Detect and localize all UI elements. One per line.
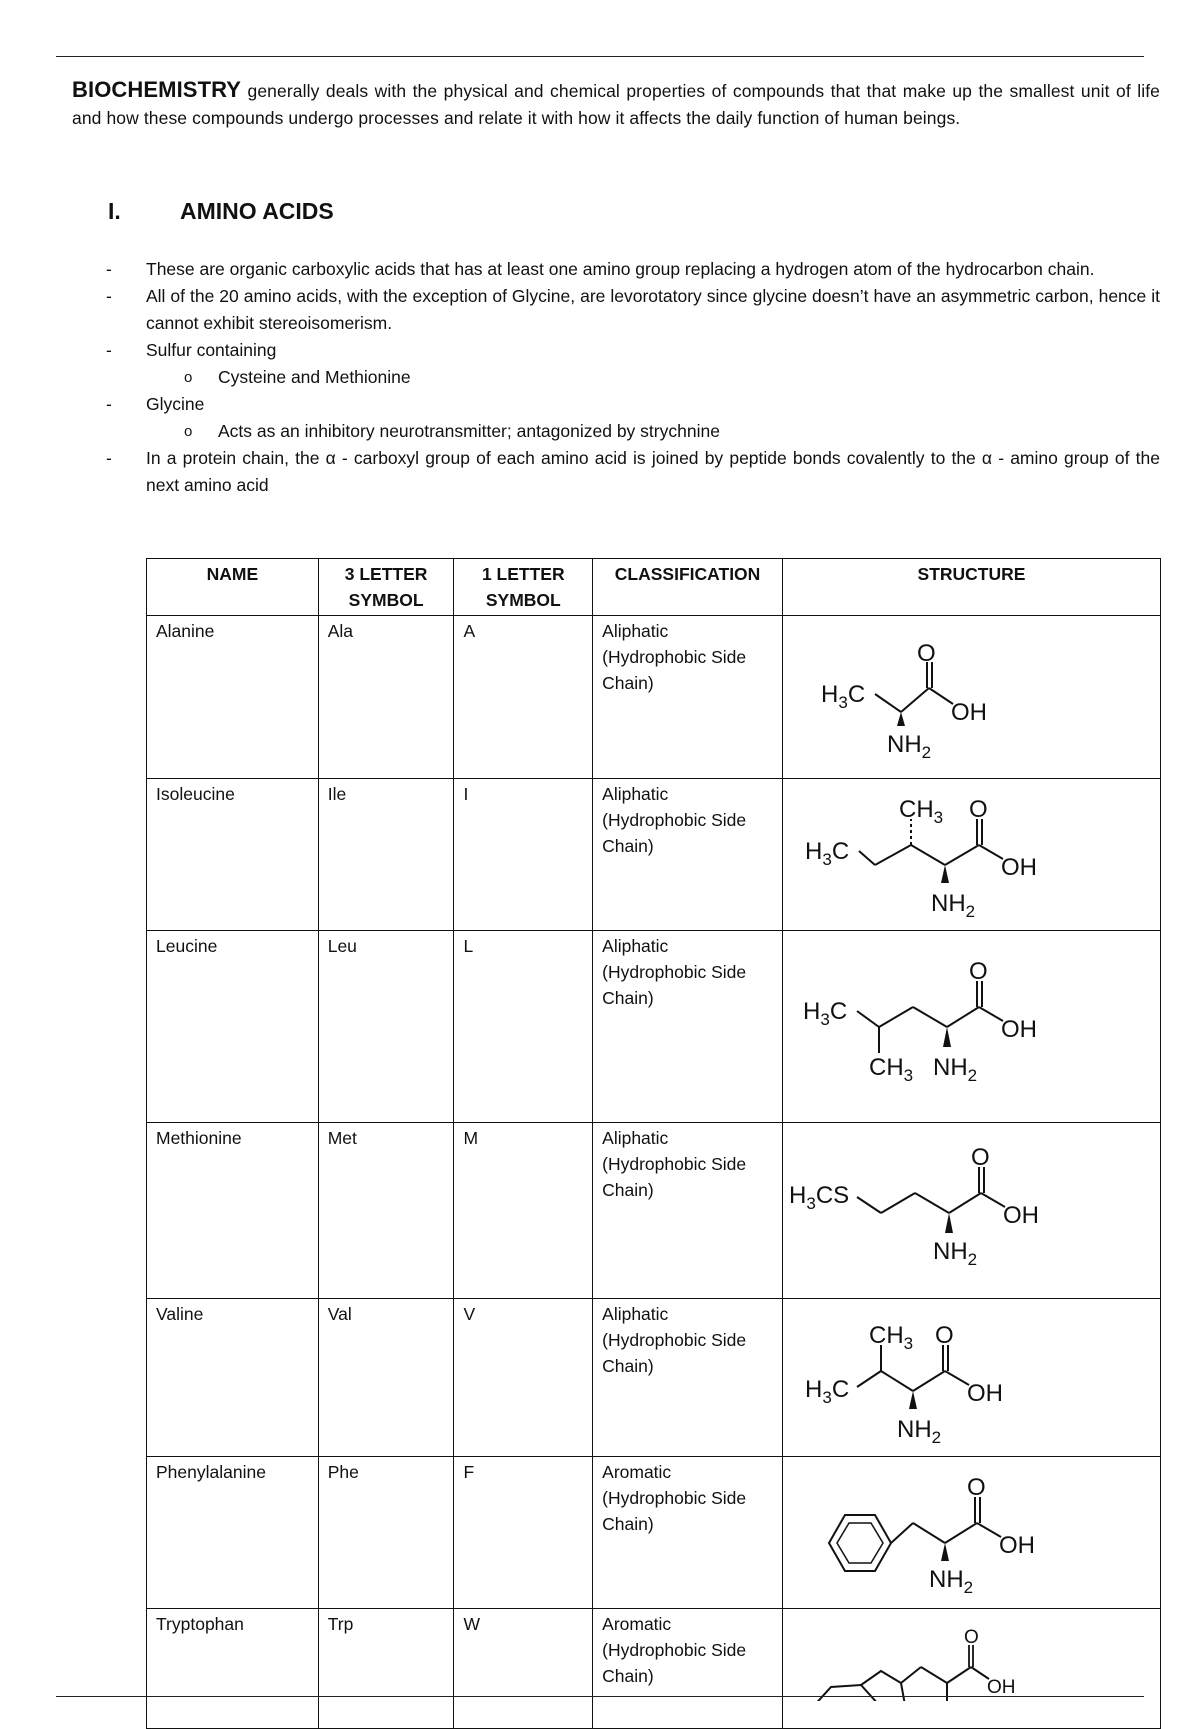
table-row	[147, 1457, 1161, 1609]
isoleucine-structure	[783, 779, 1159, 927]
svg-text:NH2: $NH_2$	[896, 1416, 942, 1447]
header-name: NAME	[147, 559, 319, 616]
cell-structure	[782, 1123, 1160, 1299]
svg-text:O: O	[966, 1474, 986, 1501]
bullet-dash: -	[106, 340, 112, 360]
cell-name: Alanine	[147, 616, 319, 779]
top-rule	[56, 56, 1144, 57]
bullet-dash: -	[106, 394, 112, 414]
svg-text:CH3: $CH_3$	[868, 1054, 914, 1085]
structure-prefix: $H_3C$	[802, 998, 848, 1029]
svg-text:OH: OH	[966, 1380, 1003, 1407]
bullet-text: All of the 20 amino acids, with the exception of Glycine, are levorotatory since glycine doesn’t have an asymmetric carbon, hence it cannot exhibit stereoisomerism.	[146, 286, 1160, 333]
bottom-rule	[56, 1696, 1144, 1697]
svg-text:OH: OH	[950, 699, 987, 726]
svg-text:NH2: $NH_2$	[886, 731, 932, 762]
methionine-structure	[783, 1123, 1159, 1295]
sub-bullet-text: Cysteine and Methionine	[218, 367, 411, 387]
cell-three-letter: Trp	[318, 1609, 454, 1729]
structure-prefix: $H_3CS$	[788, 1182, 850, 1213]
cell-three-letter: Ala	[318, 616, 454, 779]
cell-name: Phenylalanine	[147, 1457, 319, 1609]
table-header-row	[147, 559, 1161, 616]
svg-text:OH: OH	[1002, 1202, 1039, 1229]
svg-text:O: O	[916, 640, 936, 667]
cell-structure	[782, 779, 1160, 931]
table-row	[147, 1299, 1161, 1457]
intro-paragraph	[72, 76, 1160, 132]
svg-text:O: O	[968, 796, 988, 823]
sub-bullet-item	[100, 418, 1160, 445]
bullet-dash: -	[106, 448, 112, 468]
cell-classification: Aliphatic (Hydrophobic Side Chain)	[593, 779, 783, 931]
bullet-text: Sulfur containing	[146, 340, 277, 360]
cell-classification: Aromatic (Hydrophobic Side Chain)	[593, 1609, 783, 1729]
svg-text:NH2: $NH_2$	[930, 890, 976, 921]
cell-name: Leucine	[147, 931, 319, 1123]
cell-three-letter: Phe	[318, 1457, 454, 1609]
structure-prefix: $H_3C$	[804, 1376, 850, 1407]
bullet-list	[100, 256, 1160, 499]
cell-three-letter: Val	[318, 1299, 454, 1457]
cell-three-letter: Met	[318, 1123, 454, 1299]
sub-bullet-text: Acts as an inhibitory neurotransmitter; antagonized by strychnine	[218, 421, 720, 441]
cell-one-letter: L	[454, 931, 593, 1123]
cell-structure	[782, 931, 1160, 1123]
structure-prefix: $H_3C$	[804, 838, 850, 869]
cell-classification: Aliphatic (Hydrophobic Side Chain)	[593, 1299, 783, 1457]
cell-structure	[782, 1299, 1160, 1457]
cell-structure	[782, 1457, 1160, 1609]
table-row	[147, 779, 1161, 931]
cell-structure	[782, 616, 1160, 779]
tryptophan-structure	[783, 1609, 1159, 1701]
table-row	[147, 931, 1161, 1123]
intro-term: BIOCHEMISTRY	[72, 77, 242, 102]
amino-acid-table	[146, 558, 1161, 1729]
cell-name: Isoleucine	[147, 779, 319, 931]
bullet-item	[100, 391, 1160, 418]
cell-one-letter: A	[454, 616, 593, 779]
bullet-item	[100, 445, 1160, 499]
header-structure: STRUCTURE	[782, 559, 1160, 616]
table-row	[147, 616, 1161, 779]
circle-bullet-icon: o	[184, 423, 193, 440]
cell-one-letter: I	[454, 779, 593, 931]
cell-one-letter: W	[454, 1609, 593, 1729]
bullet-dash: -	[106, 286, 112, 306]
cell-one-letter: V	[454, 1299, 593, 1457]
svg-text:NH2: $NH_2$	[932, 1054, 978, 1085]
svg-text:CH3: $CH_3$	[868, 1322, 914, 1353]
svg-text:OH: OH	[1000, 854, 1037, 881]
header-three-letter: 3 LETTER SYMBOL	[318, 559, 454, 616]
cell-three-letter: Leu	[318, 931, 454, 1123]
cell-classification: Aromatic (Hydrophobic Side Chain)	[593, 1457, 783, 1609]
table-row	[147, 1609, 1161, 1729]
section-title: AMINO ACIDS	[180, 198, 334, 224]
bullet-item	[100, 283, 1160, 337]
svg-text:OH: OH	[986, 1677, 1016, 1698]
bullet-text: Glycine	[146, 394, 205, 414]
sub-bullet-item	[100, 364, 1160, 391]
svg-text:OH: OH	[1000, 1016, 1037, 1043]
section-heading	[108, 198, 334, 225]
cell-three-letter: Ile	[318, 779, 454, 931]
svg-text:O: O	[968, 958, 988, 985]
cell-classification: Aliphatic (Hydrophobic Side Chain)	[593, 931, 783, 1123]
svg-text:O: O	[970, 1144, 990, 1171]
phenylalanine-structure	[783, 1457, 1159, 1605]
section-number: I.	[108, 198, 121, 224]
bullet-item	[100, 337, 1160, 364]
structure-prefix: $H_3C$	[820, 681, 866, 712]
cell-one-letter: M	[454, 1123, 593, 1299]
circle-bullet-icon: o	[184, 369, 193, 386]
bullet-text: In a protein chain, the α - carboxyl group of each amino acid is joined by peptide bonds covalently to the α - amino group of the next amino acid	[146, 448, 1160, 495]
svg-text:O: O	[934, 1322, 954, 1349]
bullet-item	[100, 256, 1160, 283]
header-classification: CLASSIFICATION	[593, 559, 783, 616]
cell-classification: Aliphatic (Hydrophobic Side Chain)	[593, 1123, 783, 1299]
svg-text:O: O	[963, 1627, 979, 1648]
cell-name: Valine	[147, 1299, 319, 1457]
alanine-structure	[783, 616, 1159, 776]
cell-classification: Aliphatic (Hydrophobic Side Chain)	[593, 616, 783, 779]
svg-text:OH: OH	[998, 1532, 1035, 1559]
bullet-dash: -	[106, 259, 112, 279]
bullet-text: These are organic carboxylic acids that has at least one amino group replacing a hydrogen atom of the hydrocarbon chain.	[146, 259, 1095, 279]
cell-name: Tryptophan	[147, 1609, 319, 1729]
intro-text: generally deals with the physical and chemical properties of compounds that that make up the smallest unit of life and how these compounds undergo processes and relate it with how it affects the daily function of human beings.	[72, 81, 1160, 128]
leucine-structure	[783, 931, 1159, 1119]
cell-structure	[782, 1609, 1160, 1729]
header-one-letter: 1 LETTER SYMBOL	[454, 559, 593, 616]
svg-text:CH3: $CH_3$	[898, 796, 944, 827]
valine-structure	[783, 1299, 1159, 1453]
cell-one-letter: F	[454, 1457, 593, 1609]
table-row	[147, 1123, 1161, 1299]
indole-ring	[811, 1685, 879, 1701]
svg-text:NH2: $NH_2$	[932, 1238, 978, 1269]
cell-name: Methionine	[147, 1123, 319, 1299]
svg-text:NH2: $NH_2$	[928, 1566, 974, 1597]
